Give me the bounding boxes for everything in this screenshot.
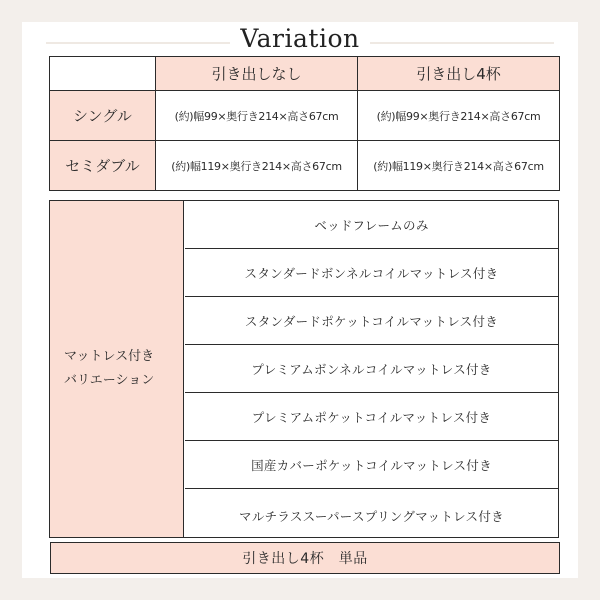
drawer-only-item: 引き出し4杯 単品 (50, 542, 560, 574)
header-no-drawer: 引き出しなし (156, 57, 358, 91)
list-item: プレミアムポケットコイルマットレス付き (185, 393, 558, 441)
mattress-label-line2: バリエーション (64, 373, 155, 388)
size-table-header-row (50, 57, 560, 91)
row-label-semi-double: セミダブル (50, 141, 156, 191)
size-table-corner-cell (50, 57, 156, 91)
variation-card (22, 22, 578, 578)
size-row-semi-double (50, 141, 560, 191)
list-item: プレミアムボンネルコイルマットレス付き (185, 345, 558, 393)
mattress-variation-table (49, 200, 559, 538)
list-item: スタンダードポケットコイルマットレス付き (185, 297, 558, 345)
size-row-single (50, 91, 560, 141)
list-item: 国産カバーポケットコイルマットレス付き (185, 441, 558, 489)
size-table (49, 56, 560, 191)
list-item: スタンダードボンネルコイルマットレス付き (185, 249, 558, 297)
dimension-cell: (約)幅119×奥行き214×高さ67cm (156, 141, 358, 191)
dimension-cell: (約)幅99×奥行き214×高さ67cm (156, 91, 358, 141)
mattress-variation-label (50, 201, 184, 537)
mattress-variation-list (185, 201, 558, 537)
dimension-cell: (約)幅119×奥行き214×高さ67cm (358, 141, 560, 191)
mattress-label-line1: マットレス付き (64, 349, 155, 364)
row-label-single: シングル (50, 91, 156, 141)
header-with-drawer: 引き出し4杯 (358, 57, 560, 91)
page-title: Variation (22, 24, 578, 53)
dimension-cell: (約)幅99×奥行き214×高さ67cm (358, 91, 560, 141)
list-item: マルチラススーパースプリングマットレス付き (239, 508, 504, 524)
list-item: ベッドフレームのみ (185, 201, 558, 249)
